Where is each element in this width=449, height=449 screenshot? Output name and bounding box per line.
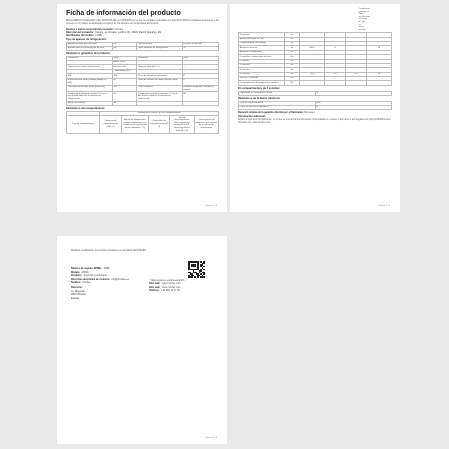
compartment-cell: Conservación de productos por encima de un ajuste de temperatura — [194, 116, 218, 133]
general-table-cell: .... — [182, 65, 219, 69]
registration-right-label: Sitio web: — [149, 285, 161, 289]
type-heading: Tipo de aparato de refrigeración: — [66, 38, 107, 42]
header-note-line: cuando — [358, 28, 366, 31]
freeze-table — [238, 91, 392, 96]
general-table-cell: Volumen total (dm³ o l) — [136, 65, 182, 69]
general-table-cell: 10 — [112, 92, 136, 102]
registration-left-label: Número de registro EPREL: — [71, 267, 103, 270]
registration-left-label: Nombre: — [71, 281, 81, 285]
general-table-cell: Ruido acústico aéreo emitido [dB(A) re 1 pW] — [67, 78, 113, 85]
compartment-type-cell: 2 estrellas — [239, 63, 285, 67]
document-page-3 — [57, 236, 227, 444]
registration-right-label: Teléfono: — [149, 289, 160, 293]
page-number: Página 1 / 3 — [205, 205, 217, 207]
page-number: Página 3 / 3 — [205, 437, 217, 439]
compartment-type-cell: No — [284, 59, 299, 63]
compartment-type-cell — [300, 81, 324, 85]
registration-left-value[interactable]: info@comfee.es — [111, 277, 129, 281]
note-text: Mediante modificación de la versión basada en la normativa 2021/341/ES — [71, 250, 146, 252]
document-page-1 — [57, 4, 227, 212]
general-table-cell: 100 — [112, 74, 136, 78]
general-table-cell: Temperatura ambiente máxima (°C) en la que puede utilizarse el aparato de refrigeración — [136, 92, 182, 102]
registration-right — [149, 279, 219, 293]
light-table-cell: LED — [315, 101, 392, 105]
type-table-row — [67, 46, 219, 50]
type-table-cell: No — [112, 42, 136, 46]
general-table-cell: E — [182, 74, 219, 78]
general-heading: Parámetros generales del producto: — [66, 52, 111, 56]
general-table-cell: Profundidad 640 — [112, 69, 136, 73]
general-table-cell: 214 — [112, 85, 136, 92]
star-heading: En compartimentos de 4 estrellas: — [238, 87, 281, 91]
general-table-cell: templada ampliada, subtropical, tropical — [182, 85, 219, 92]
general-table-cell: Clase de emisión de ruido acústico aéreo — [136, 78, 182, 85]
registration-right-value[interactable]: www.comfee.com — [161, 282, 181, 286]
light-heading: Parámetros de la fuente luminosa: — [238, 97, 281, 101]
registration-left-item — [71, 281, 139, 285]
type-table-cell: No — [112, 46, 136, 50]
general-table-row — [67, 85, 219, 92]
type-table-cell: Otros aparatos de refrigeración: — [136, 46, 182, 50]
compartment-type-cell: No — [284, 33, 299, 37]
address-line: Dirección del proveedor: Comfee, ap. Rosales (edificio 18), 08022 Madrid (España), ES — [66, 30, 162, 34]
compartment-type-cell: -18 — [324, 72, 345, 76]
general-table-row — [67, 102, 219, 106]
type-table-cell: Aparato de bajo nivel de ruido: — [67, 42, 113, 46]
freeze-table-cell: Capacidad de congelación rápida — [239, 91, 316, 95]
type-table-cell: Tipo de diseño: — [136, 42, 182, 46]
general-table-cell: Clase de eficiencia energética — [136, 74, 182, 78]
registration-left — [71, 267, 139, 285]
compartment-type-cell — [367, 81, 392, 85]
general-table-cell — [182, 102, 219, 106]
document-title: Ficha de información del producto — [66, 10, 181, 17]
type-table — [66, 42, 219, 52]
registration-left-value: Frigorífico combinado — [83, 274, 107, 278]
freeze-table-row — [239, 91, 392, 95]
registration-right-value[interactable]: https://eprel.ec.europa.eu/qr/20... — [150, 278, 186, 282]
general-table-cell: Dimensiones totales (milímetros) — [67, 65, 113, 69]
compartment-type-cell: Almacenamiento de vino — [239, 37, 285, 41]
compartment-type-row — [239, 81, 392, 85]
compartment-type-cell — [346, 81, 367, 85]
registration-left-label: Dirección electrónica de contacto: — [71, 277, 111, 281]
light-table — [238, 101, 392, 111]
warranty-line: Duración mínima de la garantía ofrecida por el fabricante: 36 meses — [238, 111, 315, 115]
compartment-cell: Tipo de compartimento — [67, 116, 100, 133]
general-table-cell: Ajuste de invierno — [67, 102, 113, 106]
general-table-cell: 39 — [112, 78, 136, 85]
compartment-type-cell — [324, 81, 345, 85]
light-table-cell: G — [315, 105, 392, 109]
general-table-cell: Parámetro — [136, 56, 182, 60]
supplier-line: Nombre o marca comercial del proveedor: Comfee — [66, 27, 124, 31]
header-note-line: Vino — [358, 13, 363, 16]
compartment-type-cell: 4,5 — [346, 72, 367, 76]
address-line: Av. Diagonal... — [71, 289, 87, 293]
freeze-table-cell: Sí — [315, 91, 392, 95]
type-table-cell: Sí — [182, 46, 219, 50]
general-table-row — [67, 92, 219, 102]
compartment-type-cell: 1 estrella — [239, 59, 285, 63]
header-note-line: deriva — [358, 26, 365, 29]
extra-text: Enlace al sitio web del fabricante, en el que se encuentra la información contemplada en el anexo II del punto 4 del Reglamento (UE) 2019/2019 de la Comisión (1): www.comfee.com — [238, 118, 391, 124]
general-table-cell: Temperatura ambiente mínima (°C) en la que puede utilizarse el aparato de refrigeración — [67, 92, 113, 102]
registration-right-label: Sitio web: — [149, 282, 161, 286]
header-note-line: para que el — [358, 10, 369, 13]
light-table-cell: Clase de eficiencia energética — [239, 105, 316, 109]
registration-right-value[interactable]: www.comfee.com — [161, 285, 181, 289]
compartment-type-cell: No — [284, 77, 299, 81]
compartment-type-cell: Sección 2 estrellas — [239, 77, 285, 81]
general-table-cell — [136, 102, 182, 106]
compartment-type-cell: Compartimento de temperatura variable — [239, 81, 285, 85]
compartment-type-cell: No — [284, 55, 299, 59]
header-note-line: Condiciones — [358, 8, 370, 10]
address-block: Dirección: — [71, 285, 83, 289]
compartment-types-table — [238, 32, 392, 86]
general-table-cell: Anchura 550 — [112, 65, 136, 69]
compartment-type-cell: No — [284, 68, 299, 72]
compartment-type-cell: Alimentos frescos — [239, 46, 285, 50]
compartment-cell: Tipo de descongelación (descongelación automática = A, descongelación manual = M) — [170, 116, 194, 133]
general-table-cell: Altura 1.859 — [112, 61, 136, 65]
compartment-type-cell: A — [367, 46, 392, 50]
light-table-row — [239, 105, 392, 109]
compartment-type-cell: 0-estrellas o fabricación de hielo — [239, 55, 285, 59]
type-table-cell: Aparato para la conservación de vino: — [67, 46, 113, 50]
registration-left-label: Modelo: — [71, 270, 81, 274]
general-table — [66, 56, 219, 107]
model-line: Identificador del modelo: COMF... — [66, 33, 104, 37]
general-table-cell: C — [182, 78, 219, 85]
compartment-header-cell: Parámetros y valores de los compartimentos — [100, 111, 219, 115]
registration-right-value: +34 900 10 07 06 — [161, 289, 180, 293]
address-lines — [71, 290, 139, 301]
compartment-cell: Volumen del compartimento (dm³ o l) — [100, 116, 121, 133]
compartment-type-cell: 75,0 — [300, 72, 324, 76]
registration-left-value: Comfee — [82, 281, 91, 285]
registration-left-item — [71, 278, 139, 282]
general-table-cell: No — [112, 102, 136, 106]
compartment-type-cell: 4 estrellas — [239, 72, 285, 76]
compartment-type-cell: Despensa — [239, 33, 285, 37]
general-table-cell: Consumo de energía anual (kWh/año) — [67, 85, 113, 92]
header-note-line: Lo — [358, 23, 361, 26]
qr-code-icon — [174, 261, 219, 278]
address-line: España — [71, 296, 80, 300]
regulation-text: REGLAMENTO DELEGADO (UE) 2019/2016 DE LA COMISIÓN por el que se completa el Reglamento (UE) 2017/1369 del Parlamento Europeo y del Consejo en lo relativo al etiquetado energético de los aparatos de refrigeración domésticos — [66, 20, 219, 25]
general-table-row — [67, 78, 219, 85]
document-page-2 — [230, 4, 400, 212]
column-header-notes — [238, 8, 370, 31]
compartment-type-cell: Alimentos refrigerados — [239, 50, 285, 54]
compartment-type-cell: 3 estrellas — [239, 68, 285, 72]
compartment-type-cell: No — [284, 63, 299, 67]
compartment-type-cell: No — [284, 50, 299, 54]
general-table-cell: Parámetro — [67, 56, 113, 60]
compartment-type-cell: Sí — [284, 46, 299, 50]
header-note-line: a la temp. — [358, 18, 368, 21]
registration-right-item — [149, 289, 219, 293]
compartment-table — [66, 111, 219, 134]
general-table-cell: Valor — [112, 56, 136, 60]
type-table-cell: De libre instalación — [182, 42, 219, 46]
compartment-type-cell: A — [367, 72, 392, 76]
page-number: Página 2 / 3 — [378, 205, 390, 207]
extra-heading: Información adicional: — [238, 115, 266, 119]
registration-left-label: Producto: — [71, 274, 83, 278]
compartment-type-cell: No — [284, 42, 299, 46]
registration-left-value: 2088... — [103, 267, 112, 270]
general-table-cell: 43 — [182, 92, 219, 102]
general-table-cell: IEE — [67, 74, 113, 78]
compartment-row — [67, 116, 219, 133]
light-table-cell: Tipo de fuente luminosa — [239, 101, 316, 105]
general-table-cell: Clase climática: — [136, 85, 182, 92]
general-table-cell: Valor — [182, 56, 219, 60]
compartment-type-cell: 196,0 — [300, 46, 324, 50]
compartment-type-cell: Compartimento de bodega — [239, 42, 285, 46]
compartment-heading: Parámetros del compartimento: — [66, 107, 106, 111]
registration-left-value: COMF... — [81, 270, 91, 274]
header-note-line: se conserve — [358, 15, 370, 18]
header-note-line: de aplic. — [358, 20, 367, 23]
compartment-cell: Ajuste de temperatura recomendado para una conservación optimizada de los alimentos (°C) — [121, 116, 148, 133]
compartment-type-cell: Sí — [284, 72, 299, 76]
compartment-cell: Capacidad de congelación (kg/24 h) — [149, 116, 170, 133]
compartment-type-cell: No — [284, 81, 299, 85]
compartment-type-cell: No — [284, 37, 299, 41]
compartment-type-cell: 4 — [324, 46, 345, 50]
address-line: 08019 Madrid — [71, 293, 86, 297]
